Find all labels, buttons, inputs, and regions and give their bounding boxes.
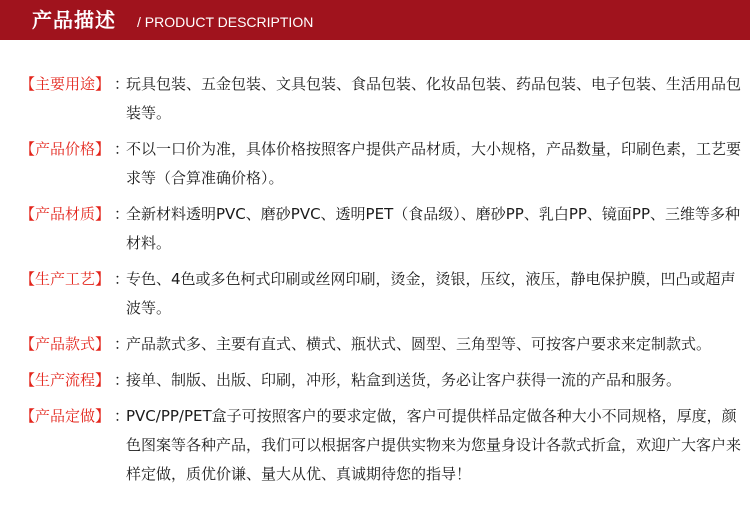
row-label: 【生产流程】	[20, 371, 111, 389]
row-text: PVC/PP/PET盒子可按照客户的要求定做，客户可提供样品定做各种大小不同规格，厚度，颜色图案等各种产品，我们可以根据客户提供实物来为您量身设计各款式折盒，欢迎广大客户来样定做，质优价谦、量大从优、真诚期待您的指导！	[126, 407, 742, 483]
page-title: 产品描述	[32, 8, 116, 32]
row-text: 全新材料透明PVC、磨砂PVC、透明PET（食品级）、磨砂PP、乳白PP、镜面PP、三维等多种材料。	[126, 205, 741, 252]
row-colon: ：	[114, 140, 130, 158]
row-label: 【产品材质】	[20, 205, 111, 223]
row-colon: ：	[114, 407, 130, 425]
row-custom	[20, 402, 745, 489]
row-text: 产品款式多、主要有直式、横式、瓶状式、圆型、三角型等、可按客户要求来定制款式。	[126, 335, 712, 353]
row-colon: ：	[114, 270, 130, 288]
row-text: 专色、4色或多色柯式印刷或丝网印刷，烫金，烫银，压纹，液压，静电保护膜，凹凸或超声波等。	[126, 270, 736, 317]
page-subtitle: / PRODUCT DESCRIPTION	[137, 14, 314, 30]
row-label: 【产品价格】	[20, 140, 111, 158]
row-usage	[20, 70, 745, 128]
row-colon: ：	[114, 371, 130, 389]
row-workflow	[20, 366, 745, 395]
row-colon: ：	[114, 335, 130, 353]
row-colon: ：	[114, 75, 130, 93]
header-bar	[0, 0, 750, 40]
row-text: 接单、制版、出版、印刷，冲形，粘盒到送货，务必让客户获得一流的产品和服务。	[126, 371, 682, 389]
row-process	[20, 265, 745, 323]
row-label: 【生产工艺】	[20, 270, 111, 288]
row-style	[20, 330, 745, 359]
row-material	[20, 200, 745, 258]
row-text: 不以一口价为准，具体价格按照客户提供产品材质，大小规格，产品数量，印刷色素，工艺要求等（合算准确价格）。	[126, 140, 742, 187]
row-price	[20, 135, 745, 193]
row-label: 【主要用途】	[20, 75, 111, 93]
description-list	[20, 70, 745, 496]
row-colon: ：	[114, 205, 130, 223]
row-text: 玩具包装、五金包装、文具包装、食品包装、化妆品包装、药品包装、电子包装、生活用品包装等。	[126, 75, 742, 122]
row-label: 【产品款式】	[20, 335, 111, 353]
row-label: 【产品定做】	[20, 407, 111, 425]
